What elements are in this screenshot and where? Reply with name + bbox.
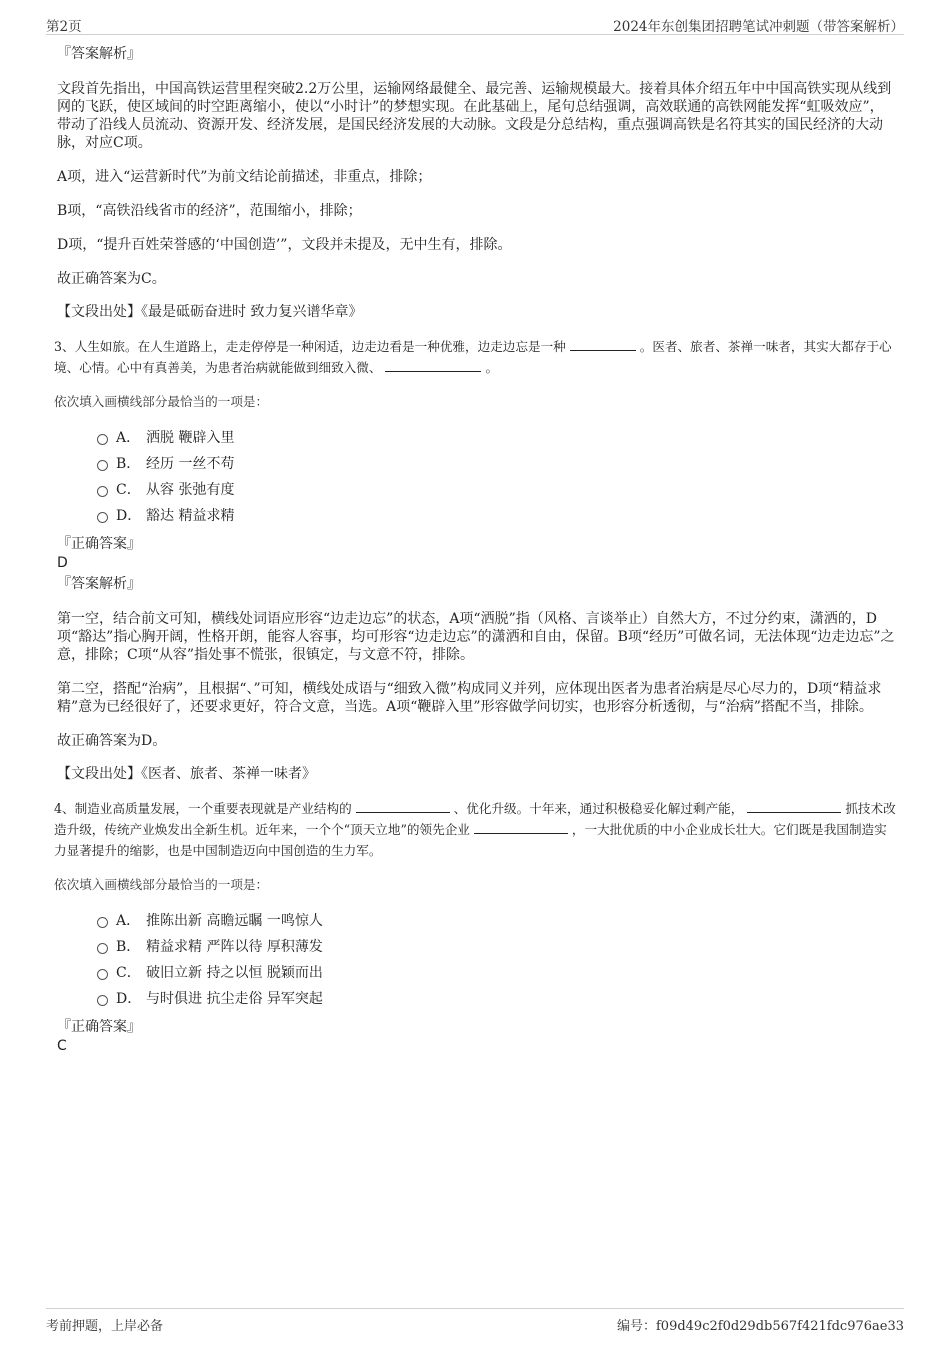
radio-icon[interactable] [97, 943, 108, 954]
page-header [46, 14, 904, 35]
q3-option-b[interactable]: B． 经历 一丝不苟 [97, 450, 897, 476]
q3-option-a[interactable]: A． 洒脱 鞭辟入里 [97, 424, 897, 450]
q3-options [97, 424, 897, 528]
q3-correct-answer: D [57, 555, 68, 571]
document-title: 2024年东创集团招聘笔试冲刺题（带答案解析） [613, 19, 904, 35]
q4-text: 、优化升级。十年来，通过积极稳妥化解过剩产能， [453, 801, 744, 816]
q4-option-c[interactable]: C． 破旧立新 持之以恒 脱颖而出 [97, 959, 897, 985]
q3-text: 。 [485, 360, 499, 375]
q4-text: 抓技术改造升级，传统产业焕发出全新生机。近年来，一个个“顶天立地”的领先企业 [54, 801, 896, 837]
answer-blank [385, 359, 481, 372]
q4-question [54, 798, 897, 861]
q3-option-c[interactable]: C． 从容 张弛有度 [97, 476, 897, 502]
q2-analysis-para: A项，进入“运营新时代”为前文结论前描述，非重点，排除； [57, 169, 432, 185]
q3-analysis-label: 『答案解析』 [57, 576, 141, 592]
page-footer [46, 1308, 904, 1334]
document-id: 编号：f09d49c2f0d29db567f421fdc976ae33 [616, 1319, 904, 1334]
q3-option-d[interactable]: D． 豁达 精益求精 [97, 502, 897, 528]
answer-blank [474, 821, 568, 834]
answer-blank [570, 338, 636, 351]
radio-icon[interactable] [97, 917, 108, 928]
q3-analysis-para: 第一空，结合前文可知，横线处词语应形容“边走边忘”的状态，A项“洒脱”指（风格、言谈举止）自然大方，不过分约束，潇洒的，D项“豁达”指心胸开阔，性格开朗，能容人容事，均可形容“边走边忘”的潇洒和自由，保留。B项“经历”可做名词，无法体现“边走边忘”之意，排除；C项“从容”指处事不慌张，很镇定，与文意不符，排除。 [57, 611, 895, 663]
radio-icon[interactable] [97, 995, 108, 1006]
radio-icon[interactable] [97, 460, 108, 471]
q2-analysis-para: 文段首先指出，中国高铁运营里程突破2.2万公里，运输网络最健全、最完善、运输规模最大。接着具体介绍五年中中国高铁实现从线到网的飞跃，使区域间的时空距离缩小，使以“小时计”的梦想实现。在此基础上，尾句总结强调，高效联通的高铁网能发挥“虹吸效应”，带动了沿线人员流动、资源开发、经济发展，是国民经济发展的大动脉。文段是分总结构，重点强调高铁是名符其实的国民经济的大动脉，对应C项。 [57, 81, 892, 151]
q2-analysis-para: B项，“高铁沿线省市的经济”，范围缩小，排除； [57, 203, 362, 219]
radio-icon[interactable] [97, 486, 108, 497]
answer-blank [747, 800, 841, 813]
footer-slogan: 考前押题，上岸必备 [46, 1319, 164, 1334]
radio-icon[interactable] [97, 512, 108, 523]
q2-conclusion: 故正确答案为C。 [57, 271, 166, 287]
q2-analysis-para: D项，“提升百姓荣誉感的‘中国创造’”，文段并未提及，无中生有，排除。 [57, 237, 512, 253]
q3-prompt: 依次填入画横线部分最恰当的一项是： [54, 394, 269, 409]
radio-icon[interactable] [97, 434, 108, 445]
q2-source: 【文段出处】《最是砥砺奋进时 致力复兴谱华章》 [57, 304, 363, 320]
q4-text: 4、制造业高质量发展，一个重要表现就是产业结构的 [54, 801, 352, 816]
q4-options [97, 907, 897, 1011]
q3-correct-label: 『正确答案』 [57, 536, 141, 552]
q4-option-a[interactable]: A． 推陈出新 高瞻远瞩 一鸣惊人 [97, 907, 897, 933]
q4-text: ，一大批优质的中小企业成长壮大。它们既是我国制造实力显著提升的缩影，也是中国制造迈向中国创造的生力军。 [54, 822, 887, 858]
q3-conclusion: 故正确答案为D。 [57, 733, 167, 749]
q4-option-b[interactable]: B． 精益求精 严阵以待 厚积薄发 [97, 933, 897, 959]
radio-icon[interactable] [97, 969, 108, 980]
q4-correct-answer: C [57, 1038, 67, 1054]
q3-analysis-para: 第二空，搭配“治病”，且根据“、”可知，横线处成语与“细致入微”构成同义并列，应体现出医者为患者治病是尽心尽力的，D项“精益求精”意为已经很好了，还要求更好，符合文意，当选。A项“鞭辟入里”形容做学问切实，也形容分析透彻，与“治病”搭配不当，排除。 [57, 681, 882, 715]
q3-text: 。医者、旅者、茶禅一味者，其实大都存于心境、心情。心中有真善美，为患者治病就能做到细致入微、 [54, 339, 892, 375]
q2-analysis-label: 『答案解析』 [57, 46, 141, 62]
q3-source: 【文段出处】《医者、旅者、茶禅一味者》 [57, 766, 316, 782]
page-content [54, 44, 897, 1055]
q4-option-d[interactable]: D． 与时俱进 抗尘走俗 异军突起 [97, 985, 897, 1011]
q4-correct-label: 『正确答案』 [57, 1019, 141, 1035]
q4-prompt: 依次填入画横线部分最恰当的一项是： [54, 877, 269, 892]
page-number: 第2页 [46, 19, 82, 35]
q3-question [54, 336, 897, 378]
q3-text: 3、人生如旅。在人生道路上，走走停停是一种闲适，边走边看是一种优雅，边走边忘是一种 [54, 339, 566, 354]
answer-blank [356, 800, 450, 813]
